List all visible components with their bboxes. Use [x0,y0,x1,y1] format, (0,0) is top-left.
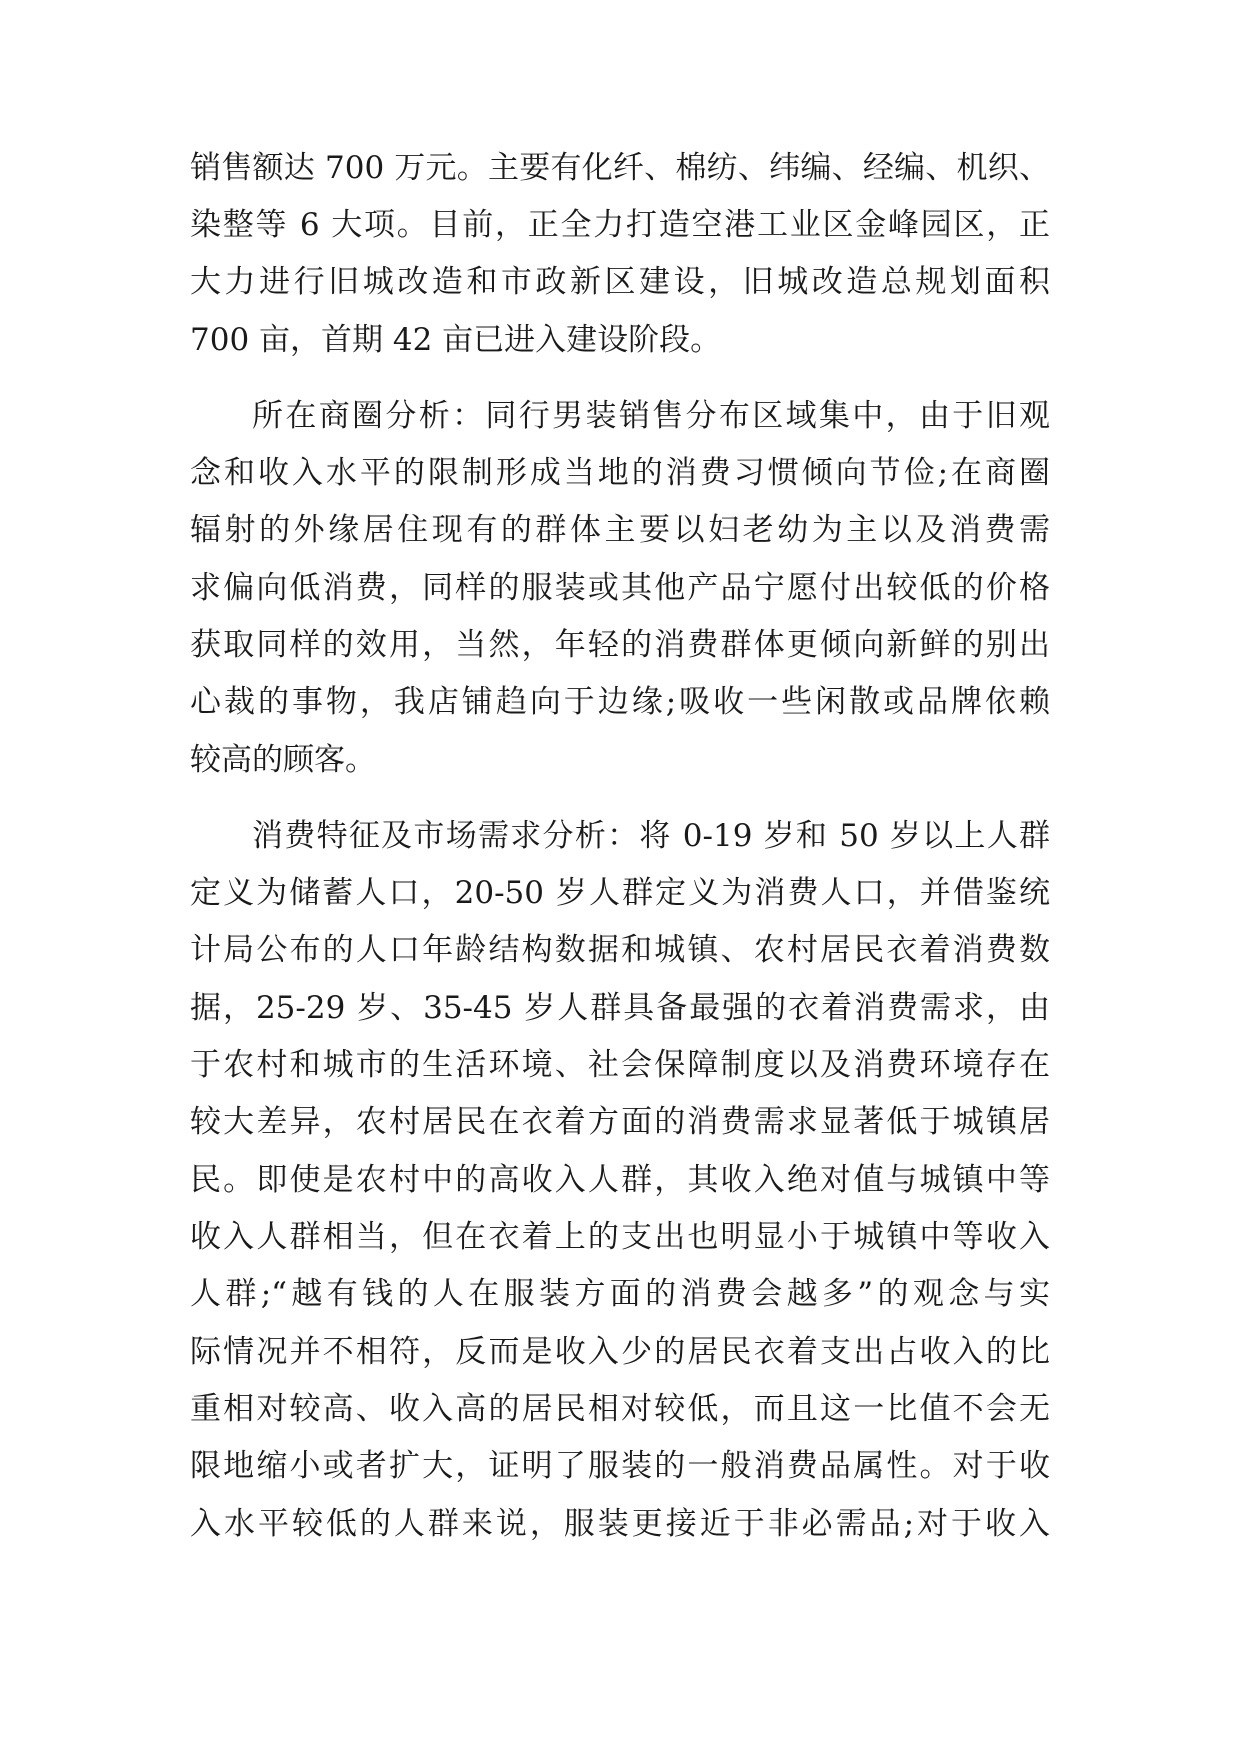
text-line: 念和收入水平的限制形成当地的消费习惯倾向节俭;在商圈 [190,455,1050,491]
text-line: 定义为储蓄人口，20-50 岁人群定义为消费人口，并借鉴统 [190,875,1050,911]
text-line: 限地缩小或者扩大，证明了服装的一般消费品属性。对于收 [190,1448,1050,1484]
text-line: 民。即使是农村中的高收入人群，其收入绝对值与城镇中等 [190,1162,1050,1198]
paragraph-start-line: 消费特征及市场需求分析：将 0-19 岁和 50 岁以上人群 [252,818,1050,854]
text-line: 大力进行旧城改造和市政新区建设，旧城改造总规划面积 [190,264,1050,300]
text-line: 入水平较低的人群来说，服装更接近于非必需品;对于收入 [190,1506,1050,1542]
text-line: 较高的顾客。 [190,742,376,778]
text-line: 求偏向低消费，同样的服装或其他产品宁愿付出较低的价格 [190,570,1050,606]
text-line: 于农村和城市的生活环境、社会保障制度以及消费环境存在 [190,1047,1050,1083]
text-line: 重相对较高、收入高的居民相对较低，而且这一比值不会无 [190,1391,1050,1427]
text-line: 染整等 6 大项。目前，正全力打造空港工业区金峰园区，正 [190,207,1050,243]
text-line: 据，25-29 岁、35-45 岁人群具备最强的衣着消费需求，由 [190,990,1050,1026]
text-line: 心裁的事物，我店铺趋向于边缘;吸收一些闲散或品牌依赖 [190,684,1050,720]
text-line: 获取同样的效用，当然，年轻的消费群体更倾向新鲜的别出 [190,627,1050,663]
text-line: 辐射的外缘居住现有的群体主要以妇老幼为主以及消费需 [190,512,1050,548]
paragraph-start-line: 所在商圈分析：同行男装销售分布区域集中，由于旧观 [252,398,1050,434]
text-line: 700 亩，首期 42 亩已进入建设阶段。 [190,322,722,358]
text-line: 际情况并不相符，反而是收入少的居民衣着支出占收入的比 [190,1334,1050,1370]
text-line: 销售额达 700 万元。主要有化纤、棉纺、纬编、经编、机织、 [190,150,1050,186]
text-line: 人群;“越有钱的人在服装方面的消费会越多”的观念与实 [190,1276,1050,1312]
text-line: 较大差异，农村居民在衣着方面的消费需求显著低于城镇居 [190,1104,1050,1140]
text-line: 收入人群相当，但在衣着上的支出也明显小于城镇中等收入 [190,1219,1050,1255]
text-line: 计局公布的人口年龄结构数据和城镇、农村居民衣着消费数 [190,932,1050,968]
